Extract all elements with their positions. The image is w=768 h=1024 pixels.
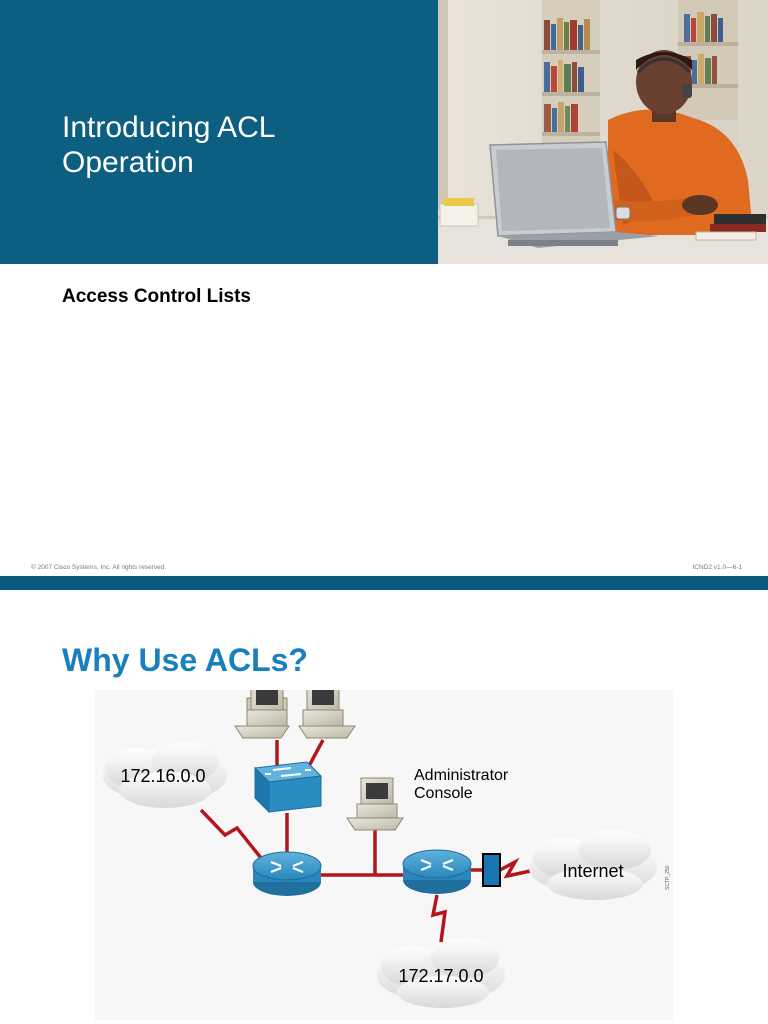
admin-console-label-line2: Console <box>414 785 473 802</box>
figure-code: SCTP_250 <box>665 865 671 890</box>
firewall-icon <box>483 854 500 886</box>
slide-title-line1: Introducing ACL <box>62 111 276 144</box>
footer-slide-code: ICND2 v1.0—6-1 <box>692 564 742 571</box>
slide-divider-bar <box>0 576 768 590</box>
network-diagram <box>95 690 673 1020</box>
router-icon <box>253 852 321 896</box>
title-panel <box>0 0 438 264</box>
slide-title-line2: Operation <box>62 146 194 179</box>
content-slide <box>0 590 768 1024</box>
network-label-internet: Internet <box>562 861 624 881</box>
network-label-bottom: 172.17.0.0 <box>398 966 484 986</box>
student-with-laptop-icon <box>438 0 768 264</box>
admin-console-label-line1: Administrator <box>414 767 509 784</box>
footer-copyright: © 2007 Cisco Systems, Inc. All rights reserved. <box>31 564 167 571</box>
network-label-left: 172.16.0.0 <box>120 766 206 786</box>
slide-heading: Why Use ACLs? <box>62 642 308 678</box>
router-icon <box>403 850 471 894</box>
slide-subtitle: Access Control Lists <box>62 286 251 307</box>
switch-icon <box>255 762 321 812</box>
slide-title <box>62 110 422 180</box>
